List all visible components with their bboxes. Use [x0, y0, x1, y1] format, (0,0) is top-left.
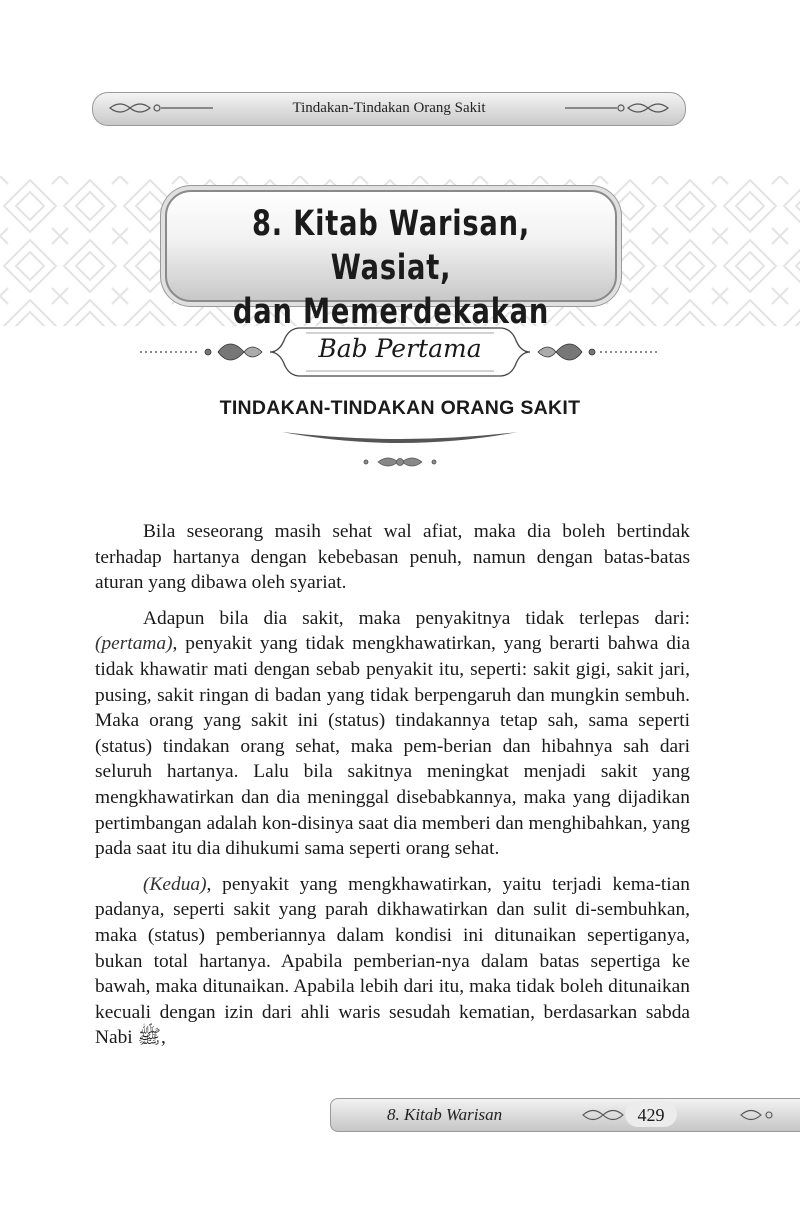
chapter-title-line-2: dan Memerdekakan	[232, 292, 550, 332]
body-text	[95, 519, 690, 1061]
footer-chapter-label: 8. Kitab Warisan	[387, 1105, 503, 1124]
running-head-title: Tindakan-Tindakan Orang Sakit	[292, 100, 486, 116]
chapter-title-box	[165, 190, 617, 332]
paragraph-2	[95, 606, 690, 862]
heading-underline-ornament-icon	[280, 428, 520, 478]
page-number: 429	[637, 1105, 665, 1125]
paragraph-2-lead: Adapun bila dia sakit, maka penyakitnya tidak terlepas dari:	[143, 607, 690, 629]
paragraph-2-rest: , penyakit yang tidak mengkhawatirkan, yang berarti bahwa dia tidak khawatir mati dengan sebab penyakit itu, seperti: sakit gigi, sakit jari, pusing, sakit ringan di badan yang tidak berpengaruh dan mungkin sembuh. Maka orang yang sakit ini (status) tindakannya tetap sah, sama seperti (status) tindakan orang sehat, maka pem-berian dan hibahnya sah dari seluruh hartanya. Lalu bila sakitnya meningkat menjadi sakit yang mengkhawatirkan dan dia meninggal disebabkannya, maka yang dijadikan pertimbangan adalah kon-disinya saat dia memberi dan menghibahkan, yang pada saat itu dia dihukumi sama seperti orang sehat.	[95, 633, 690, 860]
paragraph-3-rest: , penyakit yang mengkhawatirkan, yaitu terjadi kema-tian padanya, seperti sakit yang parah dikhawatirkan dan sulit di-sembuhkan, maka (status) pemberiannya dalam kondisi ini ditunaikan sepertiganya, bukan total hartanya. Apabila pemberian-nya dalam batas sepertiga ke bawah, maka ditunaikan. Apabila lebih dari itu, maka tidak boleh ditunaikan kecuali dengan izin dari ahli waris sesudah kematian, berdasarkan sabda Nabi ﷺ,	[95, 873, 690, 1049]
footer-ornament-icon	[579, 1102, 789, 1128]
chapter-title-line-1: 8. Kitab Warisan, Wasiat,	[251, 204, 531, 288]
header-right-ornament-icon	[563, 98, 673, 118]
footer-bar	[330, 1098, 800, 1132]
term-kedua: (Kedua)	[143, 873, 207, 895]
chapter-title	[216, 202, 565, 334]
bab-label: Bab Pertama	[318, 334, 482, 363]
paragraph-1: Bila seseorang masih sehat wal afiat, maka dia boleh bertindak terhadap hartanya dengan kebebasan penuh, namun dengan batas-batas aturan yang dibawa oleh syariat.	[95, 521, 690, 594]
page-number-badge	[625, 1101, 677, 1127]
term-pertama: (pertama)	[95, 633, 173, 655]
paragraph-3	[95, 872, 690, 1051]
running-header-bar	[92, 92, 686, 126]
section-heading: TINDAKAN-TINDAKAN ORANG SAKIT	[219, 397, 581, 419]
